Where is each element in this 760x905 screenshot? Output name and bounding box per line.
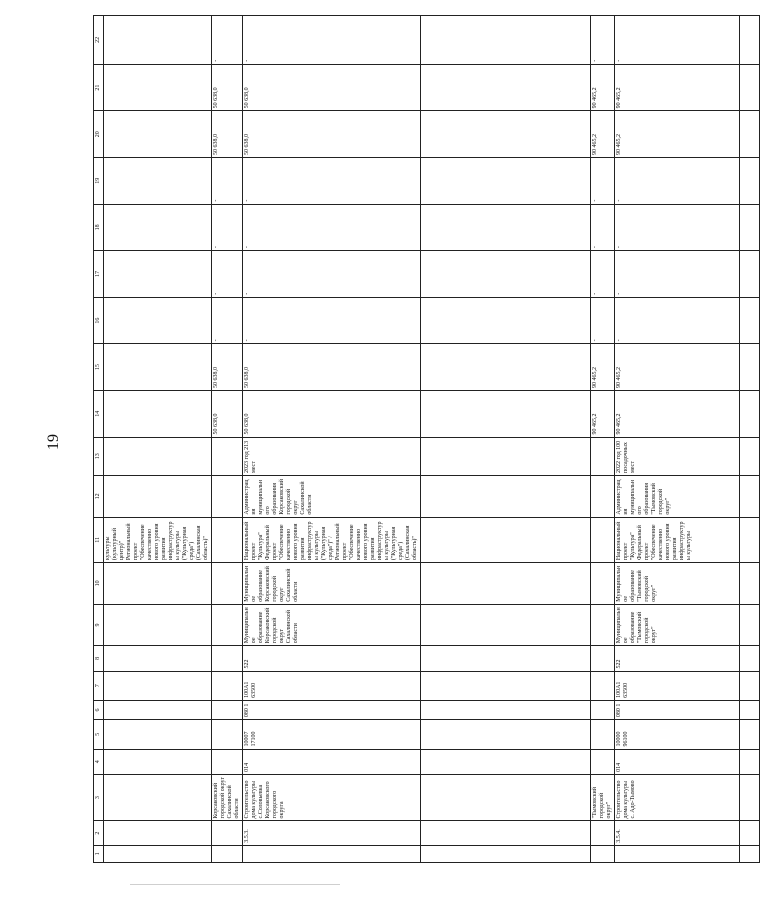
table-cell: 3.5.4. <box>615 821 740 845</box>
column-number-cell: 7 <box>94 671 104 700</box>
table-cell: - <box>615 157 740 204</box>
table-cell <box>740 16 760 65</box>
table-cell <box>740 517 760 563</box>
table-row <box>591 16 615 863</box>
table-cell <box>421 297 591 344</box>
table-cell <box>591 437 615 476</box>
table-cell: - <box>243 297 421 344</box>
table-cell: Муниципальное образование "Тымовский городской округ" <box>615 563 740 605</box>
table-cell <box>740 390 760 437</box>
table-cell: 2023 год 213 мест <box>243 437 421 476</box>
table-cell <box>104 749 212 774</box>
table-cell: "Тымовский городской округ" <box>591 774 615 821</box>
table-row <box>212 16 243 863</box>
table-cell <box>212 517 243 563</box>
column-number-cell: 8 <box>94 646 104 671</box>
table-cell: 50 638,0 <box>212 111 243 158</box>
column-number-cell: 4 <box>94 749 104 774</box>
table-cell: 90 465,2 <box>615 344 740 391</box>
table-cell <box>421 700 591 719</box>
table-area <box>93 15 692 863</box>
table-cell: 522 <box>615 646 740 671</box>
table-cell <box>104 720 212 749</box>
table-cell <box>740 774 760 821</box>
table-cell <box>104 700 212 719</box>
table-row <box>740 16 760 863</box>
table-cell: 90 465,2 <box>591 64 615 111</box>
table-row <box>615 16 740 863</box>
table-cell: 90 465,2 <box>615 111 740 158</box>
table-cell: 080 1 <box>243 700 421 719</box>
table-cell <box>591 749 615 774</box>
table-cell: - <box>591 157 615 204</box>
table-cell <box>104 476 212 518</box>
table-cell <box>740 251 760 298</box>
column-number-cell: 11 <box>94 517 104 563</box>
table-cell <box>591 517 615 563</box>
column-number-cell: 9 <box>94 604 104 646</box>
table-cell <box>740 749 760 774</box>
table-cell <box>243 845 421 862</box>
table-cell <box>421 604 591 646</box>
table-cell <box>104 111 212 158</box>
column-number-cell: 14 <box>94 390 104 437</box>
table-cell <box>212 563 243 605</box>
table-cell: - <box>615 297 740 344</box>
table-cell: 2022 год 100 посадочных мест <box>615 437 740 476</box>
table-cell <box>421 64 591 111</box>
table-cell: - <box>212 16 243 65</box>
column-number-cell: 12 <box>94 476 104 518</box>
table-cell <box>212 720 243 749</box>
column-number-cell: 20 <box>94 111 104 158</box>
table-cell: - <box>615 251 740 298</box>
table-cell <box>104 563 212 605</box>
table-cell <box>104 646 212 671</box>
table-cell: 522 <box>243 646 421 671</box>
table-cell: Национальный проект "Культура" Федеральный проект "Обеспечение качественно нового уровня развития инфраструктуры культуры ("Культурная среда")" / Региональный проект "Обеспечение качественно нового уровня развития инфраструктуры культуры ("Культурная среда") (Сахалинская область)" <box>243 517 421 563</box>
table-row <box>421 16 591 863</box>
table-cell <box>421 157 591 204</box>
table-cell: Строительство дома культуры с.Соловьевка Корсаковского городского округа <box>243 774 421 821</box>
column-number-cell: 5 <box>94 720 104 749</box>
table-cell <box>740 64 760 111</box>
table-cell <box>740 157 760 204</box>
table-cell <box>740 845 760 862</box>
table-cell <box>104 604 212 646</box>
table-cell <box>104 297 212 344</box>
table-cell: - <box>212 251 243 298</box>
table-cell: - <box>243 251 421 298</box>
table-cell <box>740 821 760 845</box>
table-cell: 014 <box>615 749 740 774</box>
table-cell <box>104 671 212 700</box>
table-cell <box>212 646 243 671</box>
table-cell: 90 465,2 <box>591 344 615 391</box>
table-cell: Администрация муниципального образования "Тымовский городской округ" <box>615 476 740 518</box>
column-number-cell: 15 <box>94 344 104 391</box>
table-cell <box>104 774 212 821</box>
table-cell <box>740 604 760 646</box>
table-cell: - <box>591 204 615 251</box>
table-cell: 50 638,0 <box>243 390 421 437</box>
table-cell <box>212 476 243 518</box>
column-number-cell: 3 <box>94 774 104 821</box>
table-cell: - <box>212 204 243 251</box>
table-cell <box>740 720 760 749</box>
table-cell <box>740 563 760 605</box>
table-cell: Национальный проект "Культура" Федеральный проект "Обеспечение качественно нового уровня развития инфраструктуры культуры <box>615 517 740 563</box>
table-cell <box>212 671 243 700</box>
bottom-rule <box>130 884 340 885</box>
table-cell <box>421 749 591 774</box>
table-cell: 50 638,0 <box>212 344 243 391</box>
table-cell: - <box>212 297 243 344</box>
page-number: 19 <box>45 434 62 450</box>
table-cell: - <box>591 297 615 344</box>
table-cell: 100А1 63500 <box>243 671 421 700</box>
table-cell <box>421 774 591 821</box>
table-row <box>104 16 212 863</box>
table-cell: 50 638,0 <box>243 111 421 158</box>
table-cell: 080 1 <box>615 700 740 719</box>
table-cell <box>212 821 243 845</box>
column-number-cell: 2 <box>94 821 104 845</box>
table-cell <box>421 476 591 518</box>
column-number-cell: 6 <box>94 700 104 719</box>
table-cell <box>421 390 591 437</box>
table-cell <box>212 700 243 719</box>
column-number-cell: 17 <box>94 251 104 298</box>
table-cell <box>591 821 615 845</box>
table-cell <box>212 604 243 646</box>
table-cell <box>740 437 760 476</box>
table-cell <box>740 671 760 700</box>
column-number-cell: 18 <box>94 204 104 251</box>
column-number-cell: 1 <box>94 845 104 862</box>
table-cell <box>421 720 591 749</box>
table-cell <box>421 671 591 700</box>
table-cell <box>591 720 615 749</box>
table-cell <box>212 749 243 774</box>
table-cell: 90 465,2 <box>615 64 740 111</box>
table-cell <box>104 64 212 111</box>
table-cell: - <box>243 16 421 65</box>
table-cell <box>421 111 591 158</box>
table-cell <box>104 204 212 251</box>
table-cell: - <box>615 204 740 251</box>
table-cell <box>104 16 212 65</box>
table-cell <box>104 157 212 204</box>
table-cell <box>740 344 760 391</box>
table-cell <box>591 671 615 700</box>
column-number-cell: 22 <box>94 16 104 65</box>
table-cell <box>421 204 591 251</box>
table-cell: 100А1 63500 <box>615 671 740 700</box>
table-cell <box>421 845 591 862</box>
table-cell: Корсаковский городской округ Сахалинской области <box>212 774 243 821</box>
table-row <box>243 16 421 863</box>
table-cell <box>591 604 615 646</box>
table-cell <box>104 821 212 845</box>
table-cell: 10000 96100 <box>615 720 740 749</box>
table-cell <box>615 845 740 862</box>
table-cell: 50 638,0 <box>243 64 421 111</box>
table-cell <box>421 437 591 476</box>
table-cell: 50 638,0 <box>243 344 421 391</box>
table-cell <box>740 111 760 158</box>
table-cell <box>591 646 615 671</box>
column-number-cell: 21 <box>94 64 104 111</box>
table-cell: - <box>591 16 615 65</box>
rotated-table-wrapper <box>93 15 692 863</box>
table-cell <box>421 344 591 391</box>
table-cell: 50 638,0 <box>212 64 243 111</box>
table-cell <box>421 646 591 671</box>
table-cell <box>591 476 615 518</box>
table-cell: 014 <box>243 749 421 774</box>
table-cell: Муниципальное образование "Тымовский городской округ" <box>615 604 740 646</box>
program-table <box>93 15 760 863</box>
column-number-cell: 13 <box>94 437 104 476</box>
table-cell: - <box>243 157 421 204</box>
table-cell <box>104 845 212 862</box>
table-cell: Муниципальное образование Корсаковский городской округ Сахалинской области <box>243 604 421 646</box>
table-cell <box>104 251 212 298</box>
table-cell: Строительство дома культуры с. Адо-Тымово <box>615 774 740 821</box>
table-cell <box>421 251 591 298</box>
table-cell <box>740 700 760 719</box>
column-number-cell: 19 <box>94 157 104 204</box>
table-cell <box>104 390 212 437</box>
table-cell <box>212 845 243 862</box>
table-cell: - <box>615 16 740 65</box>
table-cell: Муниципальное образование Корсаковский городской округ Сахалинской области <box>243 563 421 605</box>
table-cell <box>740 476 760 518</box>
table-cell: - <box>212 157 243 204</box>
table-cell <box>591 700 615 719</box>
table-cell <box>740 297 760 344</box>
table-cell: 90 465,2 <box>615 390 740 437</box>
table-cell <box>591 845 615 862</box>
table-cell <box>104 344 212 391</box>
table-cell <box>740 204 760 251</box>
table-cell: культуры (культурный центр)" Региональный проект "Обеспечение качественно нового уровня развития инфраструктуры культуры ("Культурная среда") (Сахалинская область)" <box>104 517 212 563</box>
table-cell: Администрация муниципального образования Корсаковский городской округ Сахалинской области <box>243 476 421 518</box>
table-cell: 3.5.3. <box>243 821 421 845</box>
table-cell <box>421 517 591 563</box>
table-cell: 90 465,2 <box>591 111 615 158</box>
table-cell <box>421 16 591 65</box>
column-number-row <box>94 16 104 863</box>
table-cell: - <box>591 251 615 298</box>
table-cell: 90 465,2 <box>591 390 615 437</box>
table-cell <box>591 563 615 605</box>
table-cell <box>421 563 591 605</box>
table-cell <box>421 821 591 845</box>
column-number-cell: 16 <box>94 297 104 344</box>
column-number-cell: 10 <box>94 563 104 605</box>
table-cell: 10007 17100 <box>243 720 421 749</box>
table-cell <box>212 437 243 476</box>
table-cell: 50 638,0 <box>212 390 243 437</box>
table-cell <box>104 437 212 476</box>
table-cell: - <box>243 204 421 251</box>
table-cell <box>740 646 760 671</box>
